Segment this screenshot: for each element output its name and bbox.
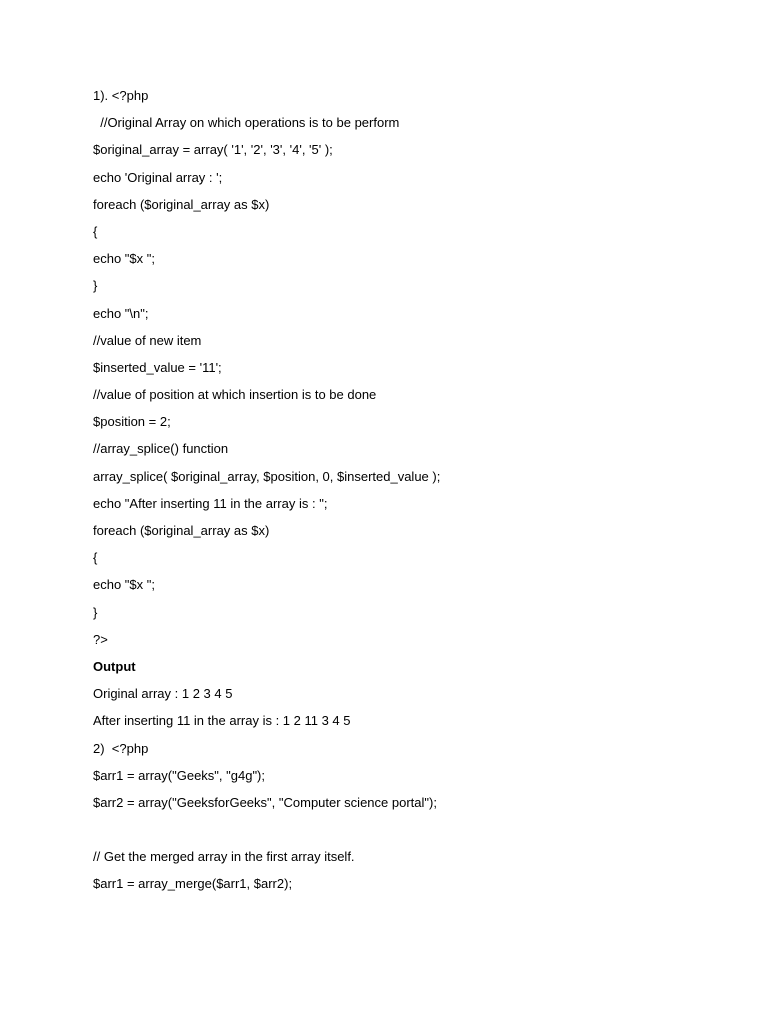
blank-line	[93, 820, 713, 847]
document-body	[93, 86, 713, 902]
code-line: $arr1 = array_merge($arr1, $arr2);	[93, 876, 293, 892]
code-line: }	[93, 278, 98, 294]
code-line: echo "$x ";	[93, 577, 155, 593]
code-line: // Get the merged array in the first array itself.	[93, 849, 355, 865]
code-line: $arr2 = array("GeeksforGeeks", "Computer science portal");	[93, 794, 437, 810]
code-line: $arr1 = array("Geeks", "g4g");	[93, 767, 265, 783]
code-line: 1). <?php	[93, 88, 149, 103]
code-line: //value of position at which insertion is to be done	[93, 387, 377, 403]
code-line: array_splice( $original_array, $position, 0, $inserted_value );	[93, 468, 441, 484]
code-line: $inserted_value = '11';	[93, 359, 222, 375]
section-heading: Output	[93, 658, 136, 674]
code-line: //value of new item	[93, 332, 202, 348]
code-line: {	[93, 550, 98, 566]
code-line: echo "$x ";	[93, 251, 155, 267]
code-line: foreach ($original_array as $x)	[93, 196, 270, 212]
code-line: foreach ($original_array as $x)	[93, 523, 270, 538]
code-line: }	[93, 604, 98, 620]
code-line: echo "\n";	[93, 305, 149, 321]
code-line: {	[93, 223, 98, 239]
code-line: ?>	[93, 631, 108, 647]
code-line: echo 'Original array : ';	[93, 169, 223, 185]
code-line: Original array : 1 2 3 4 5	[93, 686, 233, 702]
code-line: 2) <?php	[93, 740, 149, 756]
code-line: //array_splice() function	[93, 441, 229, 457]
code-line: //Original Array on which operations is to be perform	[93, 115, 400, 131]
code-line: $original_array = array( '1', '2', '3', '4', '5' );	[93, 142, 333, 158]
code-line: echo "After inserting 11 in the array is : ";	[93, 495, 328, 511]
code-line: $position = 2;	[93, 414, 171, 430]
code-line: After inserting 11 in the array is : 1 2 11 3 4 5	[93, 713, 351, 729]
